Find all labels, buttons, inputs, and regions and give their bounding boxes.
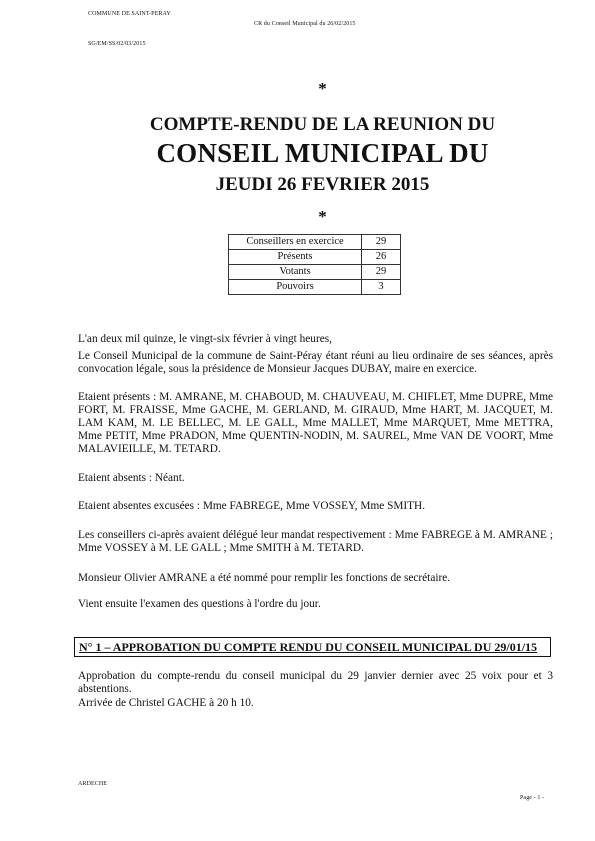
header-commune: COMMUNE DE SAINT-PERAY: [88, 11, 171, 17]
table-row: [229, 265, 401, 280]
table-row: [229, 250, 401, 265]
ornament-star-middle: *: [318, 207, 327, 226]
section-1-arrival: Arrivée de Christel GACHE à 20 h 10.: [78, 697, 254, 709]
table-row: [229, 280, 401, 295]
delegations-paragraph: Les conseillers ci-après avaient délégué leur mandat respectivement : Mme FABREGE à M. AMRANE ; Mme VOSSEY à M. LE GALL ; Mme SMITH à M. TETARD.: [78, 529, 553, 554]
stat-value: 29: [362, 235, 401, 250]
title-line-2: CONSEIL MUNICIPAL DU: [156, 138, 489, 168]
ornament-star-top: *: [318, 79, 327, 98]
footer-department: ARDECHE: [78, 781, 108, 787]
stat-value: 26: [362, 250, 401, 265]
stat-label: Conseillers en exercice: [229, 235, 362, 250]
secretaire-line: Monsieur Olivier AMRANE a été nommé pour remplir les fonctions de secrétaire.: [78, 572, 451, 584]
footer-page-number: Page - 1 -: [520, 795, 545, 801]
title-line-3: JEUDI 26 FEVRIER 2015: [215, 174, 430, 195]
section-1-heading: N° 1 – APPROBATION DU COMPTE RENDU DU CONSEIL MUNICIPAL DU 29/01/15: [74, 637, 551, 657]
title-line-1: COMPTE-RENDU DE LA REUNION DU: [149, 114, 496, 135]
stat-label: Votants: [229, 265, 362, 280]
stat-value: 3: [362, 280, 401, 295]
intro-line: L'an deux mil quinze, le vingt-six février à vingt heures,: [78, 333, 332, 345]
stat-value: 29: [362, 265, 401, 280]
presents-paragraph: Etaient présents : M. AMRANE, M. CHABOUD, M. CHAUVEAU, M. CHIFLET, Mme DUPRE, Mme FORT, M. FRAISSE, Mme GACHE, M. GERLAND, M. GIRAUD, Mme HART, M. JACQUET, M. LAM KAM, M. LE BELLEC, M. LE GALL, Mme MALLET, Mme MARQUET, Mme METTRA, Mme PETIT, Mme PRADON, Mme QUENTIN-NODIN, M. SAUREL, Mme VAN DE VOORT, Mme MALAVIEILLE, M. TETARD.: [78, 391, 553, 455]
absents-line: Etaient absents : Néant.: [78, 472, 185, 484]
stat-label: Présents: [229, 250, 362, 265]
table-row: [229, 235, 401, 250]
section-1-text: Approbation du compte-rendu du conseil municipal du 29 janvier dernier avec 25 voix pour et 3 abstentions.: [78, 670, 553, 695]
stat-label: Pouvoirs: [229, 280, 362, 295]
ordre-du-jour-line: Vient ensuite l'examen des questions à l'ordre du jour.: [78, 598, 321, 610]
excuses-line: Etaient absentes excusées : Mme FABREGE, Mme VOSSEY, Mme SMITH.: [78, 500, 426, 512]
header-cr-reference: CR du Conseil Municipal du 26/02/2015: [254, 21, 356, 27]
attendance-table: [228, 234, 401, 295]
header-code-reference: SG/EM/SS/02/03/2015: [88, 41, 146, 47]
intro-paragraph: Le Conseil Municipal de la commune de Saint-Péray étant réuni au lieu ordinaire de ses séances, après convocation légale, sous la présidence de Monsieur Jacques DUBAY, maire en exercice.: [78, 350, 553, 375]
